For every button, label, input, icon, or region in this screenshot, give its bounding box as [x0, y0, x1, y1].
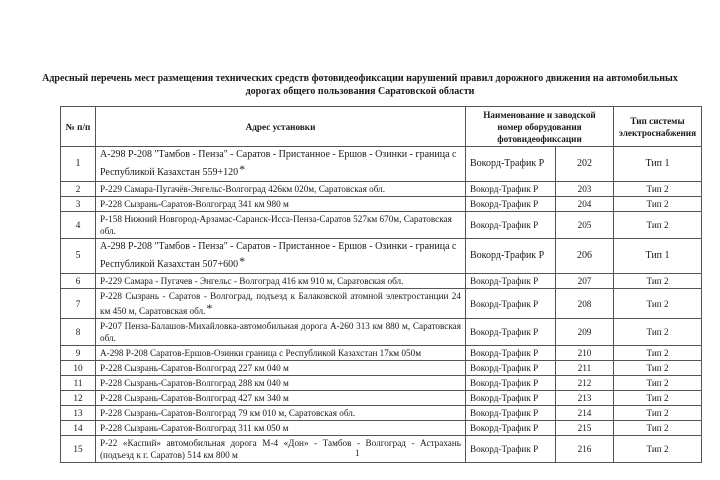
row-power-type: Тип 2: [614, 346, 702, 361]
row-serial: 208: [556, 289, 614, 319]
row-serial: 215: [556, 421, 614, 436]
row-address: [96, 212, 466, 239]
address-text: Р-229 Самара-Пугачёв-Энгельс-Волгоград 426км 020м, Саратовская обл.: [100, 184, 386, 194]
table-body: [61, 147, 702, 463]
row-number: 7: [61, 289, 96, 319]
row-device: Вокорд-Трафик Р: [466, 361, 556, 376]
row-address: [96, 182, 466, 197]
row-power-type: Тип 2: [614, 197, 702, 212]
row-address: [96, 319, 466, 346]
row-power-type: Тип 2: [614, 289, 702, 319]
row-power-type: Тип 2: [614, 391, 702, 406]
row-number: 4: [61, 212, 96, 239]
row-device: Вокорд-Трафик Р: [466, 289, 556, 319]
table-row: [61, 147, 702, 182]
table-row: [61, 346, 702, 361]
row-power-type: Тип 2: [614, 361, 702, 376]
table-row: [61, 274, 702, 289]
address-text: Р-158 Нижний Новгород-Арзамас-Саранск-Исса-Пенза-Саратов 527км 670м, Саратовская обл.: [100, 214, 452, 236]
row-serial: 214: [556, 406, 614, 421]
row-power-type: Тип 2: [614, 436, 702, 463]
row-power-type: Тип 1: [614, 147, 702, 182]
row-address: [96, 406, 466, 421]
address-text: Р-228 Сызрань-Саратов-Волгоград 227 км 040 м: [100, 363, 289, 373]
address-text: Р-228 Сызрань-Саратов-Волгоград 427 км 340 м: [100, 393, 289, 403]
row-address: [96, 361, 466, 376]
row-number: 2: [61, 182, 96, 197]
row-power-type: Тип 2: [614, 212, 702, 239]
row-device: Вокорд-Трафик Р: [466, 376, 556, 391]
page-number: 1: [355, 448, 360, 458]
row-address: [96, 274, 466, 289]
row-number: 14: [61, 421, 96, 436]
address-text: Р-228 Сызрань-Саратов-Волгоград 311 км 050 м: [100, 423, 289, 433]
row-serial: 211: [556, 361, 614, 376]
row-number: 1: [61, 147, 96, 182]
header-power-type: Тип системы электроснабжения: [614, 107, 702, 147]
row-power-type: Тип 2: [614, 406, 702, 421]
row-number: 9: [61, 346, 96, 361]
row-serial: 207: [556, 274, 614, 289]
address-text: Р-228 Сызрань - Саратов - Волгоград, подъезд к Балаковской атомной электростанции 24 км 450 м, Саратовская обл.: [100, 291, 461, 316]
row-device: Вокорд-Трафик Р: [466, 391, 556, 406]
address-text: Р-22 «Каспий» автомобильная дорога М-4 «Дон» - Тамбов - Волгоград - Астрахань (подъезд к г. Саратов) 514 км 800 м: [100, 438, 461, 460]
address-text: А-298 Р-208 Саратов-Ершов-Озинки граница с Республикой Казахстан 17км 050м: [100, 348, 422, 358]
row-serial: 212: [556, 376, 614, 391]
row-device: Вокорд-Трафик Р: [466, 436, 556, 463]
row-number: 5: [61, 239, 96, 274]
asterisk-footnote-icon: *: [206, 301, 213, 315]
row-serial: 204: [556, 197, 614, 212]
row-serial: 206: [556, 239, 614, 274]
row-device: Вокорд-Трафик Р: [466, 212, 556, 239]
row-number: 11: [61, 376, 96, 391]
locations-table: [60, 106, 702, 463]
row-number: 12: [61, 391, 96, 406]
row-address: [96, 421, 466, 436]
address-text: А-298 Р-208 "Тамбов - Пенза" - Саратов - Пристанное - Ершов - Озинки - граница с Республикой Казахстан 559+120: [100, 149, 457, 178]
row-number: 3: [61, 197, 96, 212]
table-row: [61, 391, 702, 406]
asterisk-footnote-icon: *: [239, 254, 246, 268]
row-power-type: Тип 2: [614, 274, 702, 289]
address-text: Р-228 Сызрань-Саратов-Волгоград 341 км 980 м: [100, 199, 289, 209]
row-power-type: Тип 1: [614, 239, 702, 274]
asterisk-footnote-icon: *: [239, 162, 246, 176]
row-number: 8: [61, 319, 96, 346]
row-address: [96, 239, 466, 274]
row-address: [96, 376, 466, 391]
row-number: 10: [61, 361, 96, 376]
header-equipment: Наименование и заводской номер оборудования фотовидеофиксации: [466, 107, 614, 147]
address-text: Р-228 Сызрань-Саратов-Волгоград 79 км 010 м, Саратовская обл.: [100, 408, 356, 418]
row-power-type: Тип 2: [614, 319, 702, 346]
row-serial: 213: [556, 391, 614, 406]
document-title: Адресный перечень мест размещения технических средств фотовидеофиксации нарушений правил дорожного движения на автомобильных дорогах общего пользования Саратовской области: [42, 73, 678, 97]
table-row: [61, 197, 702, 212]
row-address: [96, 147, 466, 182]
row-power-type: Тип 2: [614, 421, 702, 436]
row-device: Вокорд-Трафик Р: [466, 406, 556, 421]
table-row: [61, 182, 702, 197]
row-device: Вокорд-Трафик Р: [466, 147, 556, 182]
row-address: [96, 289, 466, 319]
row-device: Вокорд-Трафик Р: [466, 319, 556, 346]
row-device: Вокорд-Трафик Р: [466, 182, 556, 197]
row-serial: 205: [556, 212, 614, 239]
header-address: Адрес установки: [96, 107, 466, 147]
row-serial: 203: [556, 182, 614, 197]
row-serial: 202: [556, 147, 614, 182]
row-serial: 210: [556, 346, 614, 361]
table-row: [61, 406, 702, 421]
row-device: Вокорд-Трафик Р: [466, 421, 556, 436]
row-device: Вокорд-Трафик Р: [466, 197, 556, 212]
row-device: Вокорд-Трафик Р: [466, 346, 556, 361]
address-text: Р-207 Пенза-Балашов-Михайловка-автомобильная дорога А-260 313 км 880 м, Саратовская обл.: [100, 321, 461, 343]
address-text: Р-229 Самара - Пугачев - Энгельс - Волгоград 416 км 910 м, Саратовская обл.: [100, 276, 404, 286]
row-device: Вокорд-Трафик Р: [466, 239, 556, 274]
row-address: [96, 436, 466, 463]
row-serial: 209: [556, 319, 614, 346]
table-row: [61, 376, 702, 391]
table-row: [61, 289, 702, 319]
address-text: А-298 Р-208 "Тамбов - Пенза" - Саратов - Пристанное - Ершов - Озинки - граница с Республикой Казахстан 507+600: [100, 241, 457, 270]
row-address: [96, 346, 466, 361]
header-number: № п/п: [61, 107, 96, 147]
row-power-type: Тип 2: [614, 182, 702, 197]
row-device: Вокорд-Трафик Р: [466, 274, 556, 289]
row-number: 6: [61, 274, 96, 289]
row-serial: 216: [556, 436, 614, 463]
row-number: 15: [61, 436, 96, 463]
table-row: [61, 436, 702, 463]
row-number: 13: [61, 406, 96, 421]
table-header-row: [61, 107, 702, 147]
table-row: [61, 421, 702, 436]
table-row: [61, 239, 702, 274]
table-row: [61, 361, 702, 376]
address-text: Р-228 Сызрань-Саратов-Волгоград 288 км 040 м: [100, 378, 289, 388]
row-address: [96, 391, 466, 406]
table-row: [61, 319, 702, 346]
table-row: [61, 212, 702, 239]
row-address: [96, 197, 466, 212]
row-power-type: Тип 2: [614, 376, 702, 391]
